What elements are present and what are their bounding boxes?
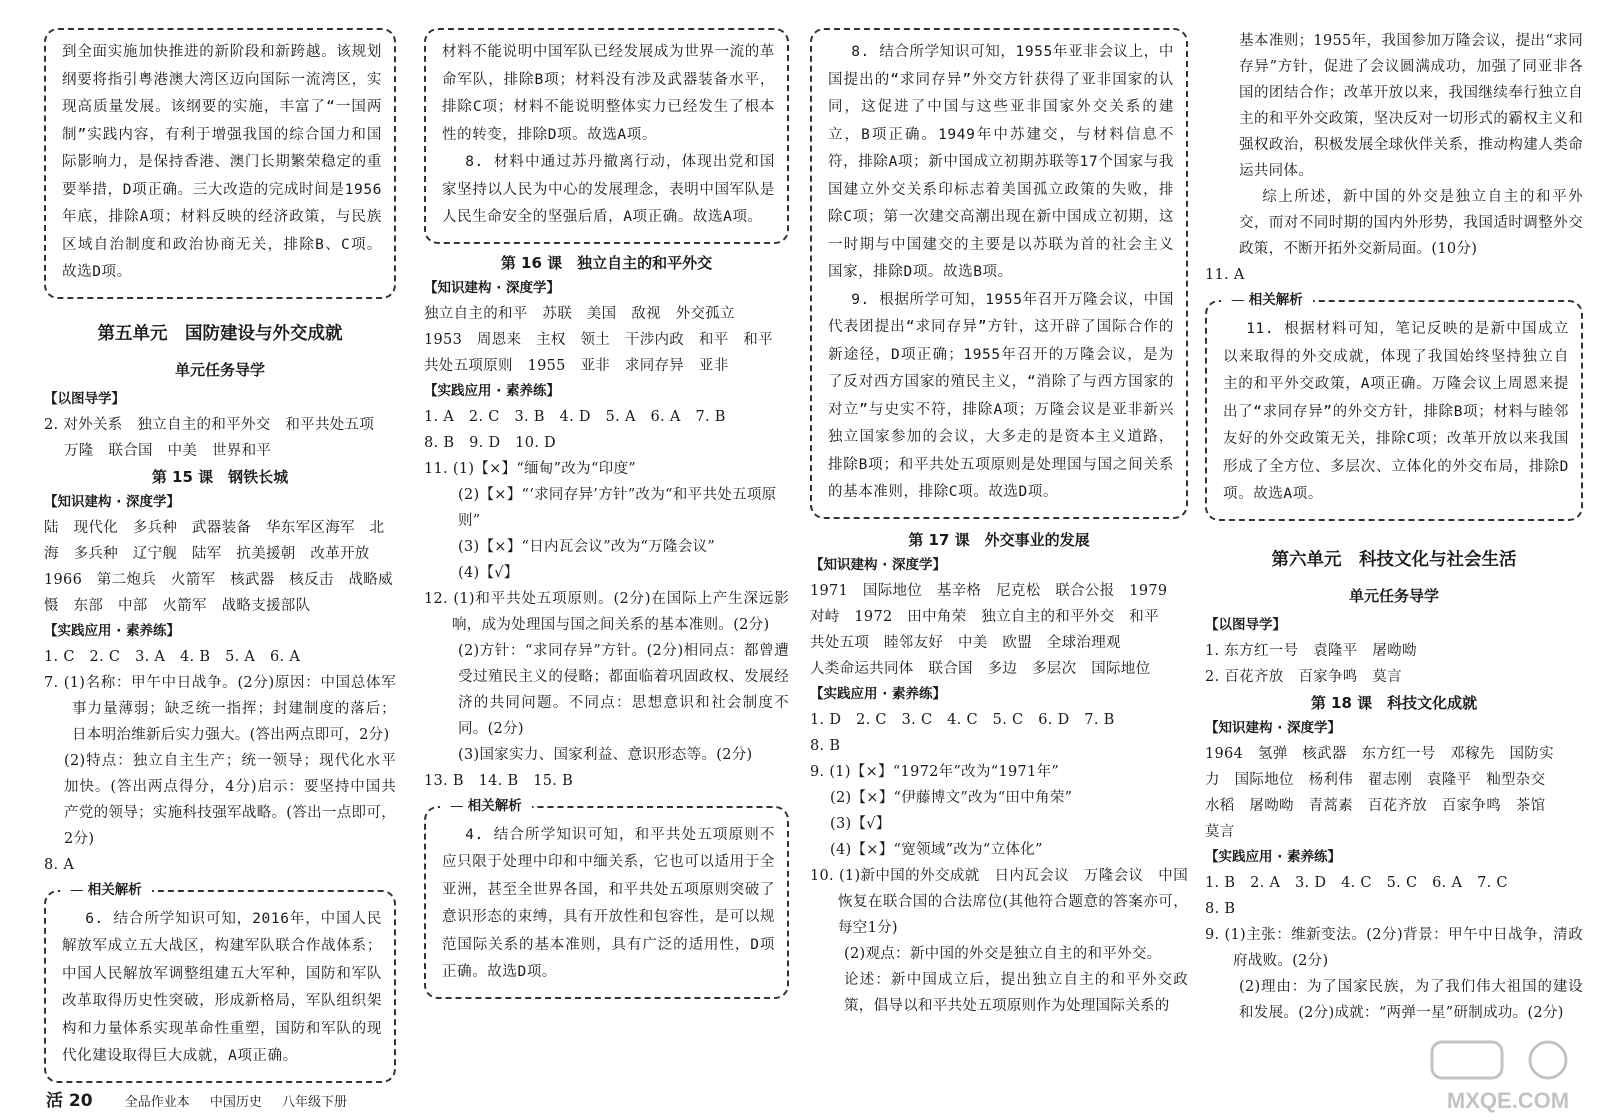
page-footer (46, 1086, 363, 1111)
book-title: 全品作业本 (124, 1095, 190, 1110)
page-number: 活 20 (46, 1091, 93, 1111)
answer-line: 万隆 联合国 中美 世界和平 (64, 442, 272, 459)
column-2 (424, 28, 789, 999)
column-3 (810, 28, 1188, 1019)
analysis-box (424, 797, 789, 999)
column-1 (44, 28, 396, 1083)
answer-paragraph: 12. (1)和平共处五项原则。(2分)在国际上产生深远影响，成为处理国与国之间关系的基本准则。(2分) (424, 590, 789, 633)
section-heading: 【知识建构 · 深度学】 (424, 279, 561, 296)
answer-line: (4)【×】“宽领域”改为“立体化” (830, 841, 1043, 858)
keyword-line: 1971 国际地位 基辛格 尼克松 联合公报 1979 (810, 582, 1168, 599)
keyword-line: 1953 周恩来 主权 领土 干涉内政 和平 和平 (424, 331, 773, 348)
section-heading: 【知识建构 · 深度学】 (44, 493, 181, 510)
answer-line: (3)【×】“日内瓦会议”改为“万隆会议” (458, 538, 716, 555)
answer-line: 1. C 2. C 3. A 4. B 5. A 6. A (44, 648, 301, 665)
analysis-label: — 相关解析 (1221, 290, 1313, 310)
keyword-line: 对峙 1972 田中角荣 独立自主的和平外交 和平 (810, 608, 1159, 625)
lesson-title: 第 18 课 科技文化成就 (1310, 693, 1478, 712)
section-heading: 【知识建构 · 深度学】 (1205, 719, 1342, 736)
keyword-line: 莫言 (1205, 823, 1235, 840)
answer-line: 8. B (1205, 900, 1236, 917)
analysis-label: — 相关解析 (60, 880, 152, 900)
answer-line: (3)【√】 (830, 815, 891, 832)
keyword-line: 陆 现代化 多兵种 武器装备 华东军区海军 北 (44, 519, 385, 536)
unit-subtitle: 单元任务导学 (174, 360, 265, 379)
lesson-title: 第 16 课 独立自主的和平外交 (500, 253, 713, 272)
answer-paragraph: (2)观点：新中国的外交是独立自主的和平外交。 (844, 945, 1162, 962)
answer-line: 13. B 14. B 15. B (424, 772, 574, 789)
answer-paragraph: (2)方针：“求同存异”方针。(2分)相同点：都曾遭受过殖民主义的侵略；都面临着巩固政权、发展经济的共同问题。不同点：思想意识和社会制度不同。(2分) (458, 642, 789, 737)
answer-line: 11. (1)【×】“缅甸”改为“印度” (424, 460, 637, 477)
keyword-line: 慑 东部 中部 火箭军 战略支援部队 (44, 597, 311, 614)
keyword-line: 共处五项 睦邻友好 中美 欧盟 全球治理观 (810, 634, 1121, 651)
section-heading: 【知识建构 · 深度学】 (810, 556, 947, 573)
analysis-label: — 相关解析 (440, 796, 532, 816)
analysis-text: 8. 材料中通过苏丹撤离行动，体现出党和国家坚持以人民为中心的发展理念，表明中国军队是人民生命安全的坚强后盾，A项正确。故选A项。 (442, 154, 775, 225)
keyword-line: 独立自主的和平 苏联 美国 敌视 外交孤立 (424, 305, 735, 322)
section-heading: 【实践应用 · 素养练】 (44, 622, 181, 639)
analysis-text: 4. 结合所学知识可知，和平共处五项原则不应只限于处理中印和中缅关系，它也可以适用于全亚洲，甚至全世界各国，和平共处五项原则突破了意识形态的束缚，具有开放性和包容性，是可以规范国际关系的基本准则，具有广泛的适用性，D项正确。故选D项。 (442, 826, 775, 980)
answer-line: (2)【×】“伊藤博文”改为“田中角荣” (830, 789, 1073, 806)
analysis-text: 9. 根据所学可知，1955年召开万隆会议，中国代表团提出“求同存异”方针，这开辟了国际合作的新途径，D项正确；1955年召开的万隆会议，是为了反对西方国家的殖民主义，“消除了与西方国家的对立”与史实不符，排除A项；万隆会议是亚非新兴独立国家参加的会议，大多走的是资本主义道路，排除B项；和平共处五项原则是处理国与国之间关系的基本准则，排除C项。故选D项。 (828, 291, 1174, 500)
answer-line: 2. 对外关系 独立自主的和平外交 和平共处五项 (44, 416, 375, 433)
section-heading: 【以图导学】 (1205, 616, 1286, 633)
analysis-text: 6. 结合所学知识可知，2016年，中国人民解放军成立五大战区，构建军队联合作战体系；中国人民解放军调整组建五大军种，国防和军队改革取得历史性突破，形成新格局，军队组织架构和力量体系实现革命性重塑，国防和军队的现代化建设取得巨大成就，A项正确。 (62, 910, 382, 1064)
answer-line: 8. A (44, 856, 75, 873)
keyword-line: 1966 第二炮兵 火箭军 核武器 核反击 战略威 (44, 571, 393, 588)
answer-line: 9. (1)【×】“1972年”改为“1971年” (810, 763, 1060, 780)
section-heading: 【实践应用 · 素养练】 (810, 685, 947, 702)
answer-paragraph: (3)国家实力、国家利益、意识形态等。(2分) (458, 746, 753, 763)
unit-title: 第六单元 科技文化与社会生活 (1271, 549, 1517, 570)
answer-line: (2)【×】“‘求同存异’方针”改为“和平共处五项原则” (458, 486, 777, 529)
answer-line: 1. A 2. C 3. B 4. D 5. A 6. A 7. B (424, 408, 726, 425)
keyword-line: 水稻 屠呦呦 青蒿素 百花齐放 百家争鸣 茶馆 (1205, 797, 1546, 814)
unit-title: 第五单元 国防建设与外交成就 (97, 323, 343, 344)
section-heading: 【实践应用 · 素养练】 (424, 382, 561, 399)
lesson-title: 第 15 课 钢铁长城 (151, 467, 289, 486)
answer-paragraph: 9. (1)主张：维新变法。(2分)背景：甲午中日战争，清政府战败。(2分) (1205, 926, 1583, 969)
answer-line: 2. 百花齐放 百家争鸣 莫言 (1205, 668, 1402, 685)
lesson-title: 第 17 课 外交事业的发展 (908, 530, 1090, 549)
answer-line: 1. B 2. A 3. D 4. C 5. C 6. A 7. C (1205, 874, 1508, 891)
analysis-text: 到全面实施加快推进的新阶段和新跨越。该规划纲要将指引粤港澳大湾区迈向国际一流湾区，实现高质量发展。该纲要的实施，丰富了“一国两制”实践内容，有利于增强我国的综合国力和国际影响力，是保持香港、澳门长期繁荣稳定的重要举措，D项正确。三大改造的完成时间是1956年底，排除A项；材料反映的经济政策，与民族区域自治制度和政治协商无关，排除B、C项。故选D项。 (62, 44, 382, 280)
subject-name: 中国历史 (209, 1095, 262, 1110)
answer-paragraph: 综上所述，新中国的外交是独立自主的和平外交，而对不同时期的国内外形势，我国适时调整外交政策，不断开拓外交新局面。(10分) (1239, 189, 1583, 257)
answer-line: 1. D 2. C 3. C 4. C 5. C 6. D 7. B (810, 711, 1115, 728)
grade-name: 八年级下册 (282, 1095, 348, 1110)
answer-paragraph: (2)理由：为了国家民族，为了我们伟大祖国的建设和发展。(2分)成就：“两弹一星”研制成功。(2分) (1239, 978, 1583, 1021)
answer-line: (4)【√】 (458, 564, 519, 581)
answer-line: 1. 东方红一号 袁隆平 屠呦呦 (1205, 642, 1417, 659)
analysis-text: 材料不能说明中国军队已经发展成为世界一流的革命军队，排除B项；材料没有涉及武器装备水平，排除C项；材料不能说明整体实力已经发生了根本性的转变，排除D项。故选A项。 (442, 44, 775, 143)
analysis-box (1205, 292, 1583, 521)
answer-line: 8. B (810, 737, 841, 754)
answer-paragraph: 7. (1)名称：甲午中日战争。(2分)原因：中国总体军事力量薄弱；缺乏统一指挥；封建制度的落后；日本明治维新后实力强大。(答出两点即可，2分) (44, 674, 396, 743)
keyword-line: 1964 氢弹 核武器 东方红一号 邓稼先 国防实 (1205, 745, 1554, 762)
keyword-line: 力 国际地位 杨利伟 翟志刚 袁隆平 籼型杂交 (1205, 771, 1546, 788)
answer-paragraph: 基本准则；1955年，我国参加万隆会议，提出“求同存异”方针，促进了会议圆满成功，加强了同亚非各国的团结合作；改革开放以来，我国继续奉行独立自主的和平外交政策，坚决反对一切形式的霸权主义和强权政治，积极发展全球伙伴关系，推动构建人类命运共同体。 (1239, 33, 1583, 179)
watermark-logo (1428, 1038, 1588, 1116)
section-heading: 【以图导学】 (44, 390, 125, 407)
answer-paragraph: 10. (1)新中国的外交成就 日内瓦会议 万隆会议 中国恢复在联合国的合法席位(其他符合题意的答案亦可，每空1分) (810, 867, 1188, 936)
analysis-text: 8. 结合所学知识可知，1955年亚非会议上，中国提出的“求同存异”外交方针获得了亚非国家的认同，这促进了中国与这些亚非国家外交关系的建立，B项正确。1949年中苏建交，与材料信息不符，排除A项；新中国成立初期苏联等17个国家与我国建立外交关系印标志着美国孤立政策的失败，排除C项；第一次建交高潮出现在新中国成立初期，这一时期与中国建交的主要是以苏联为首的社会主义国家，排除D项。故选B项。 (828, 44, 1174, 280)
analysis-box-continued (424, 28, 789, 244)
svg-text:MXQE.COM: MXQE.COM (1446, 1088, 1570, 1113)
section-heading: 【实践应用 · 素养练】 (1205, 848, 1342, 865)
answer-line: 11. A (1205, 267, 1245, 283)
keyword-line: 海 多兵种 辽宁舰 陆军 抗美援朝 改革开放 (44, 545, 370, 562)
answer-paragraph: (2)特点：独立自主生产；统一领导；现代化水平加快。(答出两点得分，4分)启示：要坚持中国共产党的领导；实施科技强军战略。(答出一点即可，2分) (64, 752, 396, 847)
answer-paragraph: 论述：新中国成立后，提出独立自主的和平外交政策，倡导以和平共处五项原则作为处理国际关系的 (844, 971, 1188, 1014)
column-4 (1205, 28, 1583, 1026)
analysis-box-continued (44, 28, 396, 299)
analysis-box-continued (810, 28, 1188, 519)
keyword-line: 人类命运共同体 联合国 多边 多层次 国际地位 (810, 660, 1151, 677)
keyword-line: 共处五项原则 1955 亚非 求同存异 亚非 (424, 357, 729, 374)
analysis-text: 11. 根据材料可知，笔记反映的是新中国成立以来取得的外交成就，体现了我国始终坚持独立自主的和平外交政策，A项正确。万隆会议上周恩来提出了“求同存异”的外交方针，排除B项；材料与睦邻友好的外交政策无关，排除C项；改革开放以来我国形成了全方位、多层次、立体化的外交布局，排除D项。故选A项。 (1223, 321, 1569, 502)
analysis-box (44, 881, 396, 1083)
answer-line: 8. B 9. D 10. D (424, 434, 556, 451)
unit-subtitle: 单元任务导学 (1348, 586, 1439, 605)
